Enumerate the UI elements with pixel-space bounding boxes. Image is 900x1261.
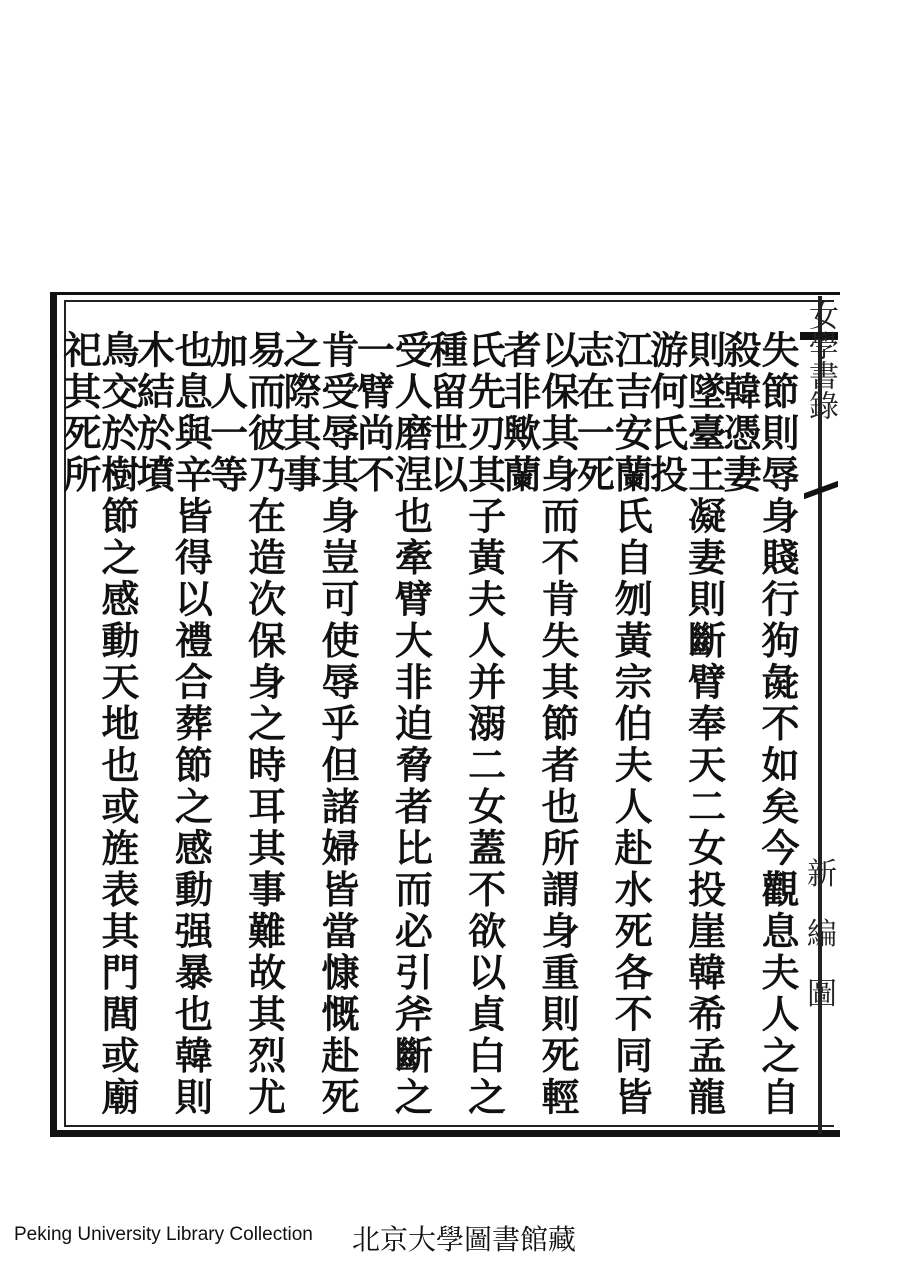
banxin-bottom-char: 新 <box>807 857 837 892</box>
collection-caption-cn: 北京大學圖書館藏 <box>352 1223 577 1256</box>
text-column: 也息與辛皆得以禮合葬節之感動强暴也韓則木結於墳 <box>130 330 214 1119</box>
banxin-title: 女學書錄 <box>803 300 838 420</box>
text-body <box>57 330 800 1120</box>
text-column: 則墜臺王凝妻則斷臂奉天二女投崖韓希孟龍游何氏投 <box>643 330 727 1119</box>
text-column: 肯受辱其身豈可使辱乎但諸婦皆當慷慨赴死之際其事 <box>276 330 360 1119</box>
text-column: 受人磨涅也牽臂大非迫脅者比而必引斧斷之一臂尚不 <box>350 330 434 1119</box>
collection-caption-en: Peking University Library Collection <box>14 1224 313 1245</box>
text-column: 氏先刃其子黃夫人并溺二女蓋不欲以貞白之種留世以 <box>423 330 507 1119</box>
text-column: 失節則辱身賤行狗彘不如矣今觀息夫人之自殺韓憑妻 <box>716 330 800 1119</box>
banxin-bottom-char: 編 <box>807 917 837 952</box>
banxin-bottom-char: 圖 <box>807 977 837 1012</box>
text-column: 以保其身而不肯失其節者也所謂身重則死輕者非歟蘭 <box>496 330 580 1119</box>
text-column: 易而彼乃在造次保身之時耳其事難故其烈尤加人一等 <box>203 330 287 1119</box>
banxin-bottom <box>805 845 839 1025</box>
text-column: 鳥交於樹節之感動天地也或旌表其門閭或廟祀其死所 <box>57 330 140 1119</box>
text-column: 江吉安蘭氏自刎黃宗伯夫人赴水死各不同皆志在一死 <box>570 330 654 1119</box>
